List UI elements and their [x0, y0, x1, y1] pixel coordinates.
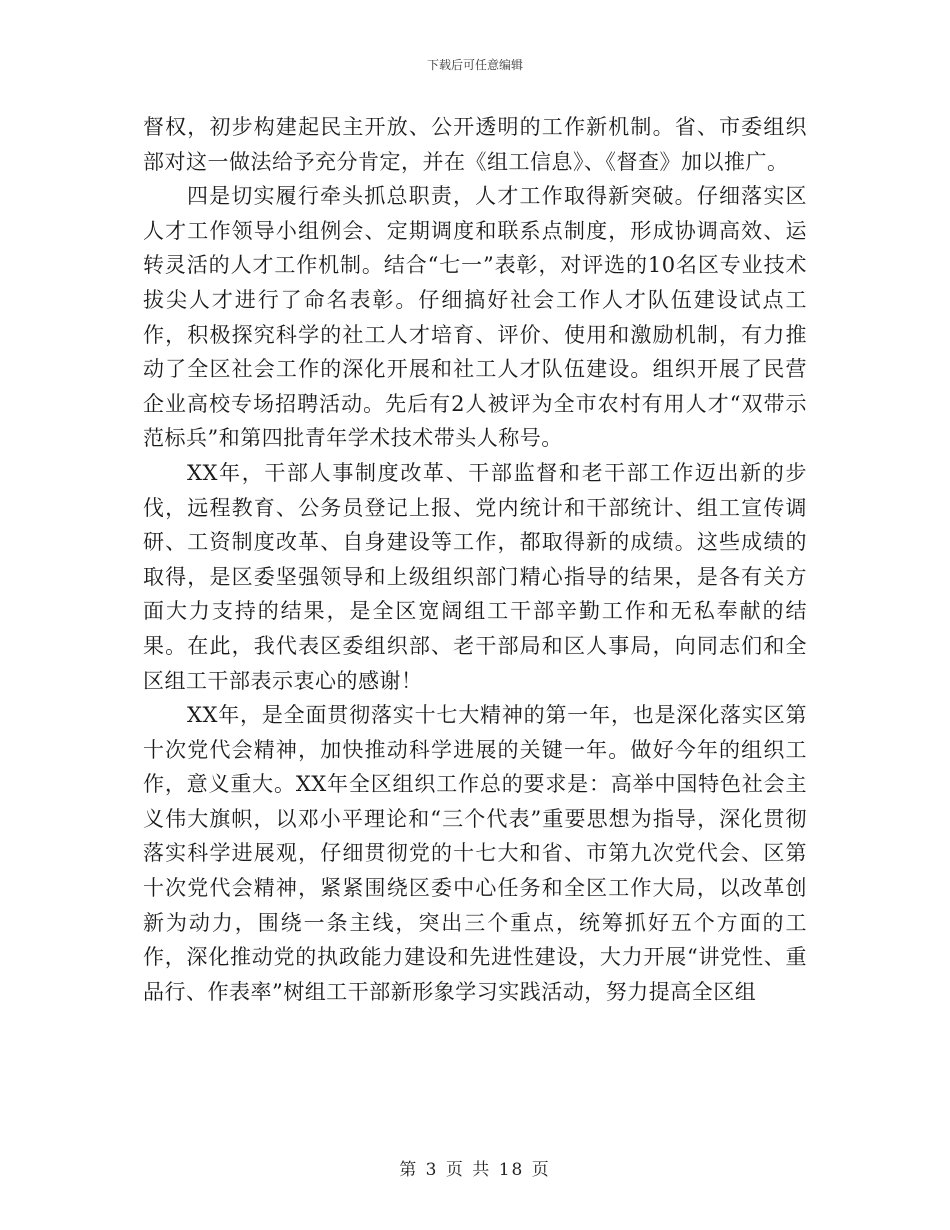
- paragraph-2: 四是切实履行牵头抓总职责，人才工作取得新突破。仔细落实区人才工作领导小组例会、定期调度和联系点制度，形成协调高效、运转灵活的人才工作机制。结合“七一”表彰，对评选的10名区专业技术拔尖人才进行了命名表彰。仔细搞好社会工作人才队伍建设试点工作，积极探究科学的社工人才培育、评价、使用和激励机制，有力推动了全区社会工作的深化开展和社工人才队伍建设。组织开展了民营企业高校专场招聘活动。先后有2人被评为全市农村有用人才“双带示范标兵”和第四批青年学术技术带头人称号。: [143, 184, 807, 451]
- paragraph-1: 督权，初步构建起民主开放、公开透明的工作新机制。省、市委组织部对这一做法给予充分肯定，并在《组工信息》、《督查》加以推广。: [143, 115, 807, 174]
- document-body: [143, 110, 807, 1009]
- page-number-footer: 第 3 页 共 18 页: [399, 1160, 551, 1180]
- page-header: 下载后可任意编辑: [426, 58, 523, 72]
- paragraph-4: XX年，是全面贯彻落实十七大精神的第一年，也是深化落实区第十次党代会精神，加快推动科学进展的关键一年。做好今年的组织工作，意义重大。XX年全区组织工作总的要求是：高举中国特色社会主义伟大旗帜，以邓小平理论和“三个代表”重要思想为指导，深化贯彻落实科学进展观，仔细贯彻党的十七大和省、市第九次党代会、区第十次党代会精神，紧紧围绕区委中心任务和全区工作大局，以改革创新为动力，围绕一条主线，突出三个重点，统筹抓好五个方面的工作，深化推动党的执政能力建设和先进性建设，大力开展“讲党性、重品行、作表率”树组工干部新形象学习实践活动，努力提高全区组: [143, 703, 807, 1004]
- paragraph-3: XX年，干部人事制度改革、干部监督和老干部工作迈出新的步伐，远程教育、公务员登记上报、党内统计和干部统计、组工宣传调研、工资制度改革、自身建设等工作，都取得新的成绩。这些成绩的取得，是区委坚强领导和上级组织部门精心指导的结果，是各有关方面大力支持的结果，是全区宽阔组工干部辛勤工作和无私奉献的结果。在此，我代表区委组织部、老干部局和区人事局，向同志们和全区组工干部表示衷心的感谢！: [143, 460, 807, 693]
